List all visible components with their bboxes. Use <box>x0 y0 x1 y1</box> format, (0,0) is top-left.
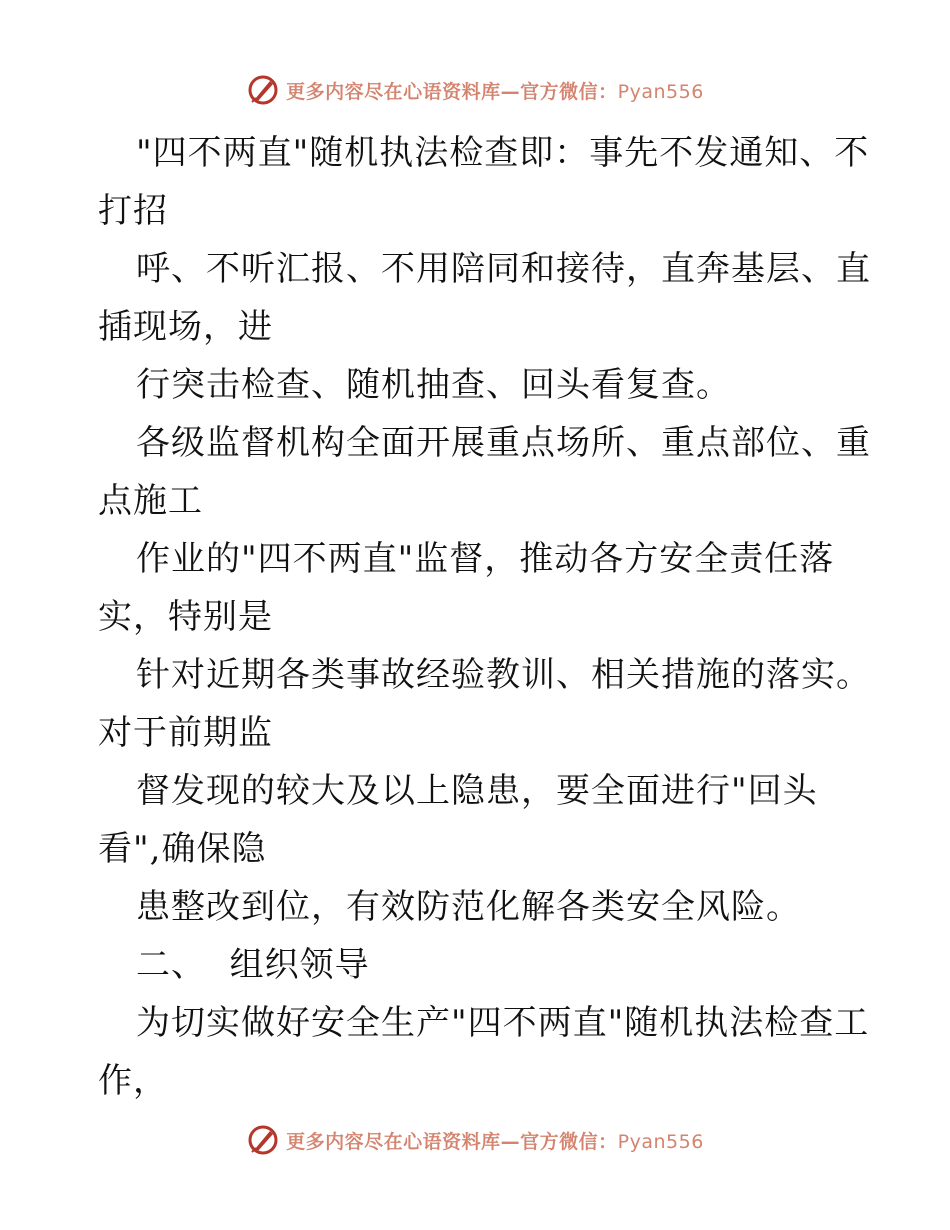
section-heading: 二、 组织领导 <box>136 945 370 985</box>
body-line: 患整改到位，有效防范化解各类安全风险。 <box>136 887 801 927</box>
body-line: 打招 <box>98 191 168 231</box>
body-line: 为切实做好安全生产"四不两直"随机执法检查工 <box>136 1003 870 1043</box>
document-body <box>98 124 871 1110</box>
quill-logo-icon <box>246 1123 280 1157</box>
body-line: 行突击检查、随机抽查、回头看复查。 <box>136 365 731 405</box>
body-line: 呼、不听汇报、不用陪同和接待，直奔基层、直 <box>136 249 871 289</box>
footer-banner <box>0 1120 950 1160</box>
body-line: 作业的"四不两直"监督，推动各方安全责任落 <box>136 539 835 579</box>
body-line: 看",确保隐 <box>98 829 267 869</box>
body-line: 各级监督机构全面开展重点场所、重点部位、重 <box>136 423 871 463</box>
body-line: "四不两直"随机执法检查即：事先不发通知、不 <box>136 133 870 173</box>
body-line: 点施工 <box>98 481 203 521</box>
footer-banner-text: 更多内容尽在心语资料库—官方微信：Pyan556 <box>286 1130 704 1153</box>
body-line: 插现场，进 <box>98 307 273 347</box>
body-line: 针对近期各类事故经验教训、相关措施的落实。 <box>136 655 871 695</box>
quill-logo-icon <box>246 73 280 107</box>
header-banner <box>0 70 950 110</box>
footer-wechat-id: Pyan556 <box>617 1130 704 1153</box>
body-line: 督发现的较大及以上隐患，要全面进行"回头 <box>136 771 818 811</box>
body-line: 实，特别是 <box>98 597 273 637</box>
body-line: 对于前期监 <box>98 713 273 753</box>
header-wechat-id: Pyan556 <box>617 80 704 103</box>
header-banner-text: 更多内容尽在心语资料库—官方微信：Pyan556 <box>286 80 704 103</box>
body-line: 作， <box>98 1061 168 1101</box>
